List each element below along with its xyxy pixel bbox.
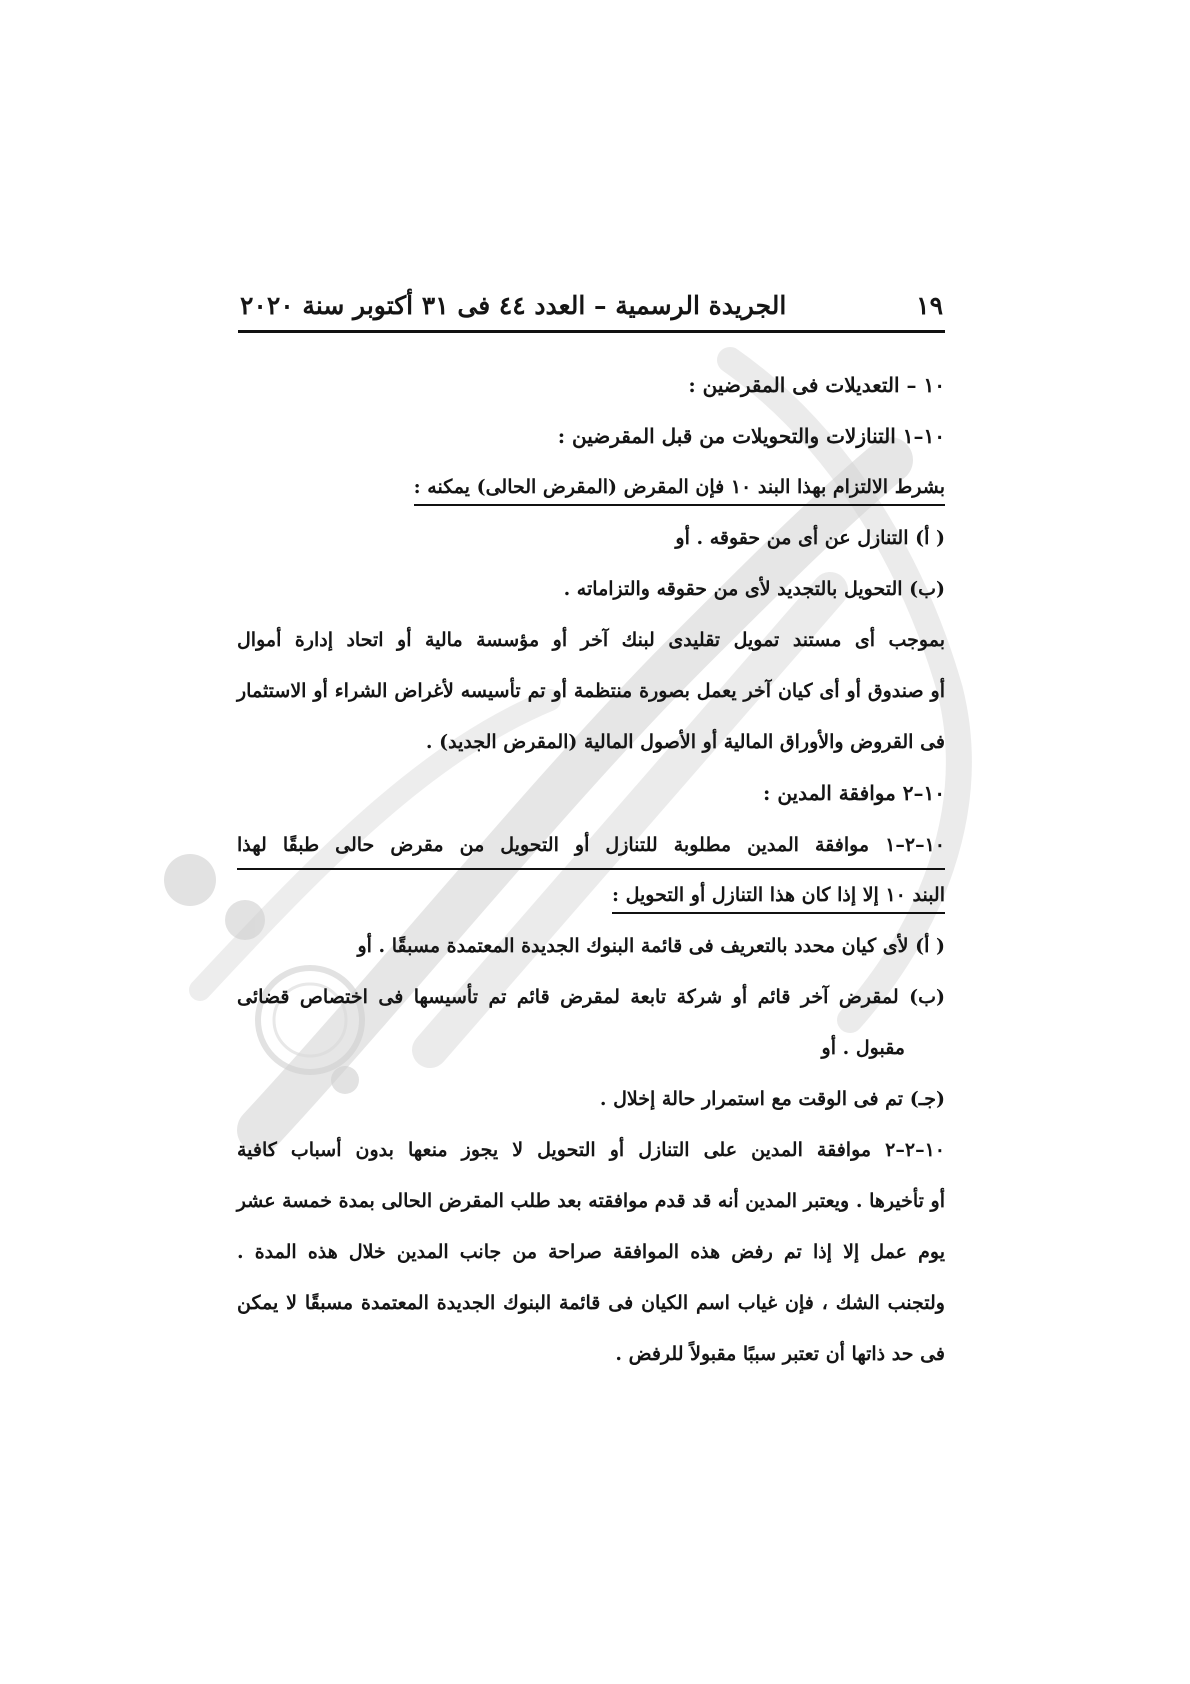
page-header <box>240 282 943 320</box>
sub-item-b-line-2: مقبول . أو <box>821 1037 905 1059</box>
heading-10-2: ١٠–٢ موافقة المدين : <box>762 781 945 805</box>
clause-2-line-5: فى حد ذاتها أن تعتبر سببًا مقبولاً للرفض . <box>615 1343 945 1365</box>
item-b: (ب) التحويل بالتجديد لأى من حقوقه والتزاماته . <box>563 578 945 600</box>
sub-item-c: (جـ) تم فى الوقت مع استمرار حالة إخلال . <box>599 1088 945 1110</box>
item-a: ( أ) التنازل عن أى من حقوقه . أو <box>675 527 945 549</box>
clause-2-line-2: أو تأخيرها . ويعتبر المدين أنه قد قدم موافقته بعد طلب المقرض الحالى بمدة خمسة عشر <box>236 1190 945 1212</box>
sub-item-a: ( أ) لأى كيان محدد بالتعريف فى قائمة البنوك الجديدة المعتمدة مسبقًا . أو <box>357 935 945 957</box>
gazette-title: الجريدة الرسمية – العدد ٤٤ فى ٣١ أكتوبر سنة ٢٠٢٠ <box>240 291 787 320</box>
header-rule <box>238 330 945 333</box>
paragraph-1-line-1: بموجب أى مستند تمويل تقليدى لبنك آخر أو مؤسسة مالية أو اتحاد إدارة أموال <box>237 629 945 651</box>
heading-10: ١٠ – التعديلات فى المقرضين : <box>688 373 945 397</box>
heading-10-1: ١٠–١ التنازلات والتحويلات من قبل المقرضين : <box>557 424 945 448</box>
condition-text: بشرط الالتزام بهذا البند ١٠ فإن المقرض (المقرض الحالى) يمكنه : <box>414 472 945 506</box>
clause-1-line-1: ١٠–٢–١ موافقة المدين مطلوبة للتنازل أو التحويل من مقرض حالى طبقًا لهذا <box>237 824 945 870</box>
clause-1-line-2: البند ١٠ إلا إذا كان هذا التنازل أو التحويل : <box>612 880 945 914</box>
clause-2-line-3: يوم عمل إلا إذا تم رفض هذه الموافقة صراحة من جانب المدين خلال هذه المدة . <box>237 1241 945 1263</box>
document-body <box>237 360 945 1380</box>
clause-2-line-1: ١٠–٢–٢ موافقة المدين على التنازل أو التحويل لا يجوز منعها بدون أسباب كافية <box>237 1139 945 1161</box>
clause-2-line-4: ولتجنب الشك ، فإن غياب اسم الكيان فى قائمة البنوك الجديدة المعتمدة مسبقًا لا يمكن <box>237 1292 945 1314</box>
page-number: ١٩ <box>916 291 943 320</box>
paragraph-1-line-2: أو صندوق أو أى كيان آخر يعمل بصورة منتظمة أو تم تأسيسه لأغراض الشراء أو الاستثمار <box>237 680 945 702</box>
paragraph-1-line-3: فى القروض والأوراق المالية أو الأصول المالية (المقرض الجديد) . <box>425 731 945 753</box>
sub-item-b-line-1: (ب) لمقرض آخر قائم أو شركة تابعة لمقرض قائم تم تأسيسها فى اختصاص قضائى <box>237 986 945 1008</box>
